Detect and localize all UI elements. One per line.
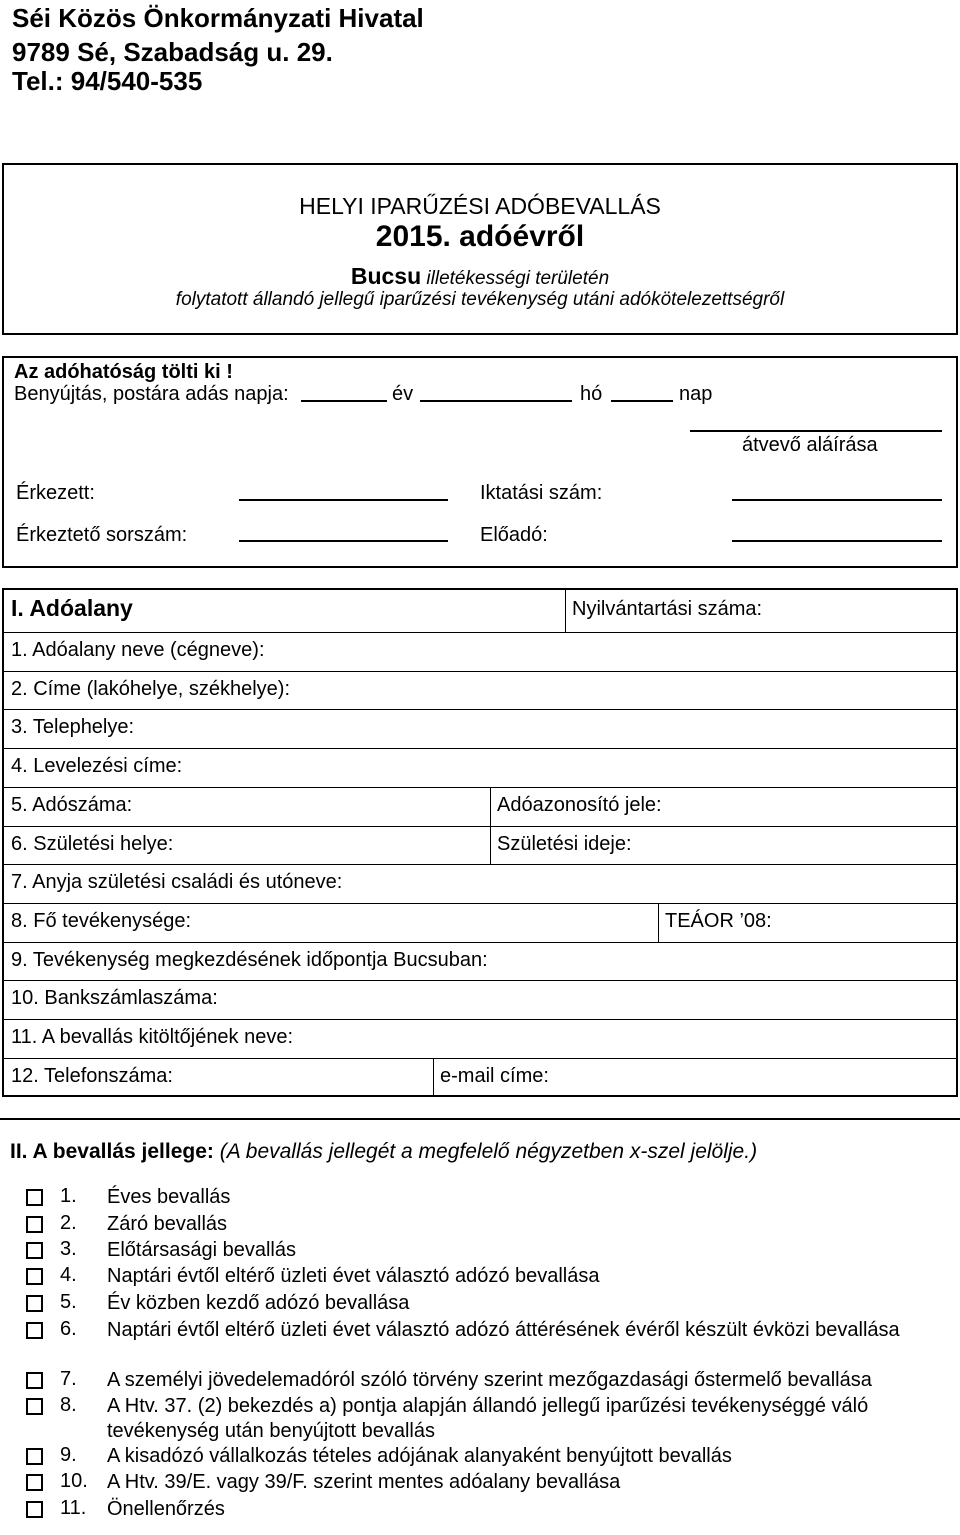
table-row[interactable] bbox=[4, 710, 956, 749]
mailing-address-label: 4. Levelezési címe: bbox=[11, 755, 183, 777]
month-field[interactable] bbox=[420, 400, 572, 402]
table-row[interactable] bbox=[4, 1020, 956, 1059]
table-row[interactable] bbox=[4, 1059, 956, 1095]
tax-number-label: 5. Adószáma: bbox=[11, 794, 133, 816]
signature-line[interactable] bbox=[690, 430, 942, 432]
option-label: A kisadózó vállalkozás tételes adójának alanyaként benyújtott bevallás bbox=[107, 1445, 732, 1467]
option-checkbox-2[interactable] bbox=[26, 1216, 43, 1233]
birthdate-label: Születési ideje: bbox=[497, 833, 632, 855]
option-checkbox-5[interactable] bbox=[26, 1295, 43, 1312]
email-label: e-mail címe: bbox=[440, 1065, 549, 1087]
address-label: 2. Címe (lakóhelye, székhelye): bbox=[11, 678, 291, 700]
table-row[interactable] bbox=[4, 749, 956, 788]
option-number: 1. bbox=[60, 1185, 77, 1207]
table-row[interactable] bbox=[4, 827, 956, 865]
phone-label: 12. Telefonszáma: bbox=[11, 1065, 173, 1087]
section1-heading: I. Adóalany bbox=[11, 595, 133, 621]
arrived-field[interactable] bbox=[239, 499, 448, 501]
tax-id-label: Adóazonosító jele: bbox=[497, 794, 662, 816]
option-number: 9. bbox=[60, 1444, 77, 1466]
site-label: 3. Telephelye: bbox=[11, 716, 135, 738]
option-label: A Htv. 39/E. vagy 39/F. szerint mentes adóalany bevallása bbox=[107, 1471, 621, 1493]
place-suffix: illetékességi területén bbox=[421, 268, 610, 289]
table-row[interactable] bbox=[4, 943, 956, 981]
table-row[interactable] bbox=[4, 633, 956, 672]
option-number: 10. bbox=[60, 1470, 88, 1492]
officer-field[interactable] bbox=[732, 540, 942, 542]
office-address: 9789 Sé, Szabadság u. 29. bbox=[12, 37, 333, 67]
month-label: hó bbox=[580, 383, 603, 405]
form-title: HELYI IPARŰZÉSI ADÓBEVALLÁS bbox=[299, 193, 661, 219]
table-row[interactable] bbox=[4, 672, 956, 710]
year-field[interactable] bbox=[301, 400, 387, 402]
option-number: 6. bbox=[60, 1318, 77, 1340]
table-row[interactable] bbox=[4, 865, 956, 904]
signature-label: átvevő aláírása bbox=[742, 434, 878, 456]
officer-label: Előadó: bbox=[480, 524, 548, 546]
section2-heading-line bbox=[10, 1140, 757, 1164]
day-field[interactable] bbox=[611, 400, 673, 402]
option-number: 8. bbox=[60, 1394, 77, 1416]
option-number: 5. bbox=[60, 1291, 77, 1313]
title-box bbox=[2, 163, 958, 335]
main-activity-label: 8. Fő tevékenysége: bbox=[11, 910, 192, 932]
option-number: 7. bbox=[60, 1368, 77, 1390]
option-label: A Htv. 37. (2) bekezdés a) pontja alapján állandó jellegű iparűzési tevékenységgé váló tevékenység után benyújtott bevallás bbox=[107, 1395, 869, 1442]
option-label: Éves bevallás bbox=[107, 1186, 231, 1208]
table-row[interactable] bbox=[4, 981, 956, 1020]
option-checkbox-3[interactable] bbox=[26, 1242, 43, 1259]
option-checkbox-10[interactable] bbox=[26, 1474, 43, 1491]
authority-box bbox=[2, 356, 958, 568]
taxpayer-name-label: 1. Adóalany neve (cégneve): bbox=[11, 639, 265, 661]
option-checkbox-6[interactable] bbox=[26, 1322, 43, 1339]
option-checkbox-4[interactable] bbox=[26, 1268, 43, 1285]
option-label: Év közben kezdő adózó bevallása bbox=[107, 1292, 410, 1314]
option-label: Záró bevallás bbox=[107, 1213, 228, 1235]
option-number: 2. bbox=[60, 1212, 77, 1234]
option-label: Önellenőrzés bbox=[107, 1498, 225, 1520]
option-checkbox-11[interactable] bbox=[26, 1501, 43, 1518]
mother-name-label: 7. Anyja születési családi és utóneve: bbox=[11, 871, 343, 893]
arrived-label: Érkezett: bbox=[16, 482, 95, 504]
office-phone: Tel.: 94/540-535 bbox=[12, 66, 203, 96]
option-checkbox-7[interactable] bbox=[26, 1372, 43, 1389]
taxpayer-heading-row bbox=[4, 590, 956, 633]
office-name: Séi Közös Önkormányzati Hivatal bbox=[12, 3, 424, 33]
table-row[interactable] bbox=[4, 788, 956, 827]
taxpayer-table bbox=[2, 588, 958, 1097]
option-checkbox-9[interactable] bbox=[26, 1448, 43, 1465]
section2-divider bbox=[0, 1118, 960, 1120]
bank-account-label: 10. Bankszámlaszáma: bbox=[11, 987, 218, 1009]
option-label: Előtársasági bevallás bbox=[107, 1239, 296, 1261]
option-label: Naptári évtől eltérő üzleti évet választó adózó bevallása bbox=[107, 1265, 600, 1287]
day-label: nap bbox=[679, 383, 713, 405]
place-name: Bucsu bbox=[350, 263, 422, 289]
option-number: 3. bbox=[60, 1238, 77, 1260]
form-year: 2015. adóévről bbox=[375, 220, 585, 253]
section2-heading: II. A bevallás jellege: bbox=[10, 1140, 214, 1163]
serial-number-field[interactable] bbox=[239, 540, 448, 542]
serial-number-label: Érkeztető sorszám: bbox=[16, 524, 188, 546]
activity-start-label: 9. Tevékenység megkezdésének időpontja Bucsuban: bbox=[11, 949, 488, 971]
option-number: 4. bbox=[60, 1264, 77, 1286]
filing-number-label: Iktatási szám: bbox=[480, 482, 603, 504]
form-place bbox=[4, 263, 956, 290]
year-label: év bbox=[392, 383, 414, 405]
option-number: 11. bbox=[60, 1497, 87, 1519]
option-label: Naptári évtől eltérő üzleti évet választó adózó áttérésének évéről készült évközi bevallása bbox=[107, 1319, 900, 1341]
section2-instruction: (A bevallás jellegét a megfelelő négyzetben x-szel jelölje.) bbox=[219, 1140, 758, 1163]
option-checkbox-1[interactable] bbox=[26, 1189, 43, 1206]
filing-number-field[interactable] bbox=[732, 499, 942, 501]
option-label: A személyi jövedelemadóról szóló törvény szerint mezőgazdasági őstermelő bevallása bbox=[107, 1369, 872, 1391]
filler-name-label: 11. A bevallás kitöltőjének neve: bbox=[11, 1026, 294, 1048]
table-row[interactable] bbox=[4, 904, 956, 943]
form-subtitle: folytatott állandó jellegű iparűzési tevékenység utáni adókötelezettségről bbox=[175, 289, 785, 310]
option-checkbox-8[interactable] bbox=[26, 1398, 43, 1415]
authority-heading: Az adóhatóság tölti ki ! bbox=[14, 361, 233, 383]
birthplace-label: 6. Születési helye: bbox=[11, 833, 174, 855]
submission-label: Benyújtás, postára adás napja: bbox=[14, 383, 289, 405]
teaor-label: TEÁOR ’08: bbox=[665, 910, 772, 932]
registration-number-label[interactable]: Nyilvántartási száma: bbox=[572, 598, 763, 620]
